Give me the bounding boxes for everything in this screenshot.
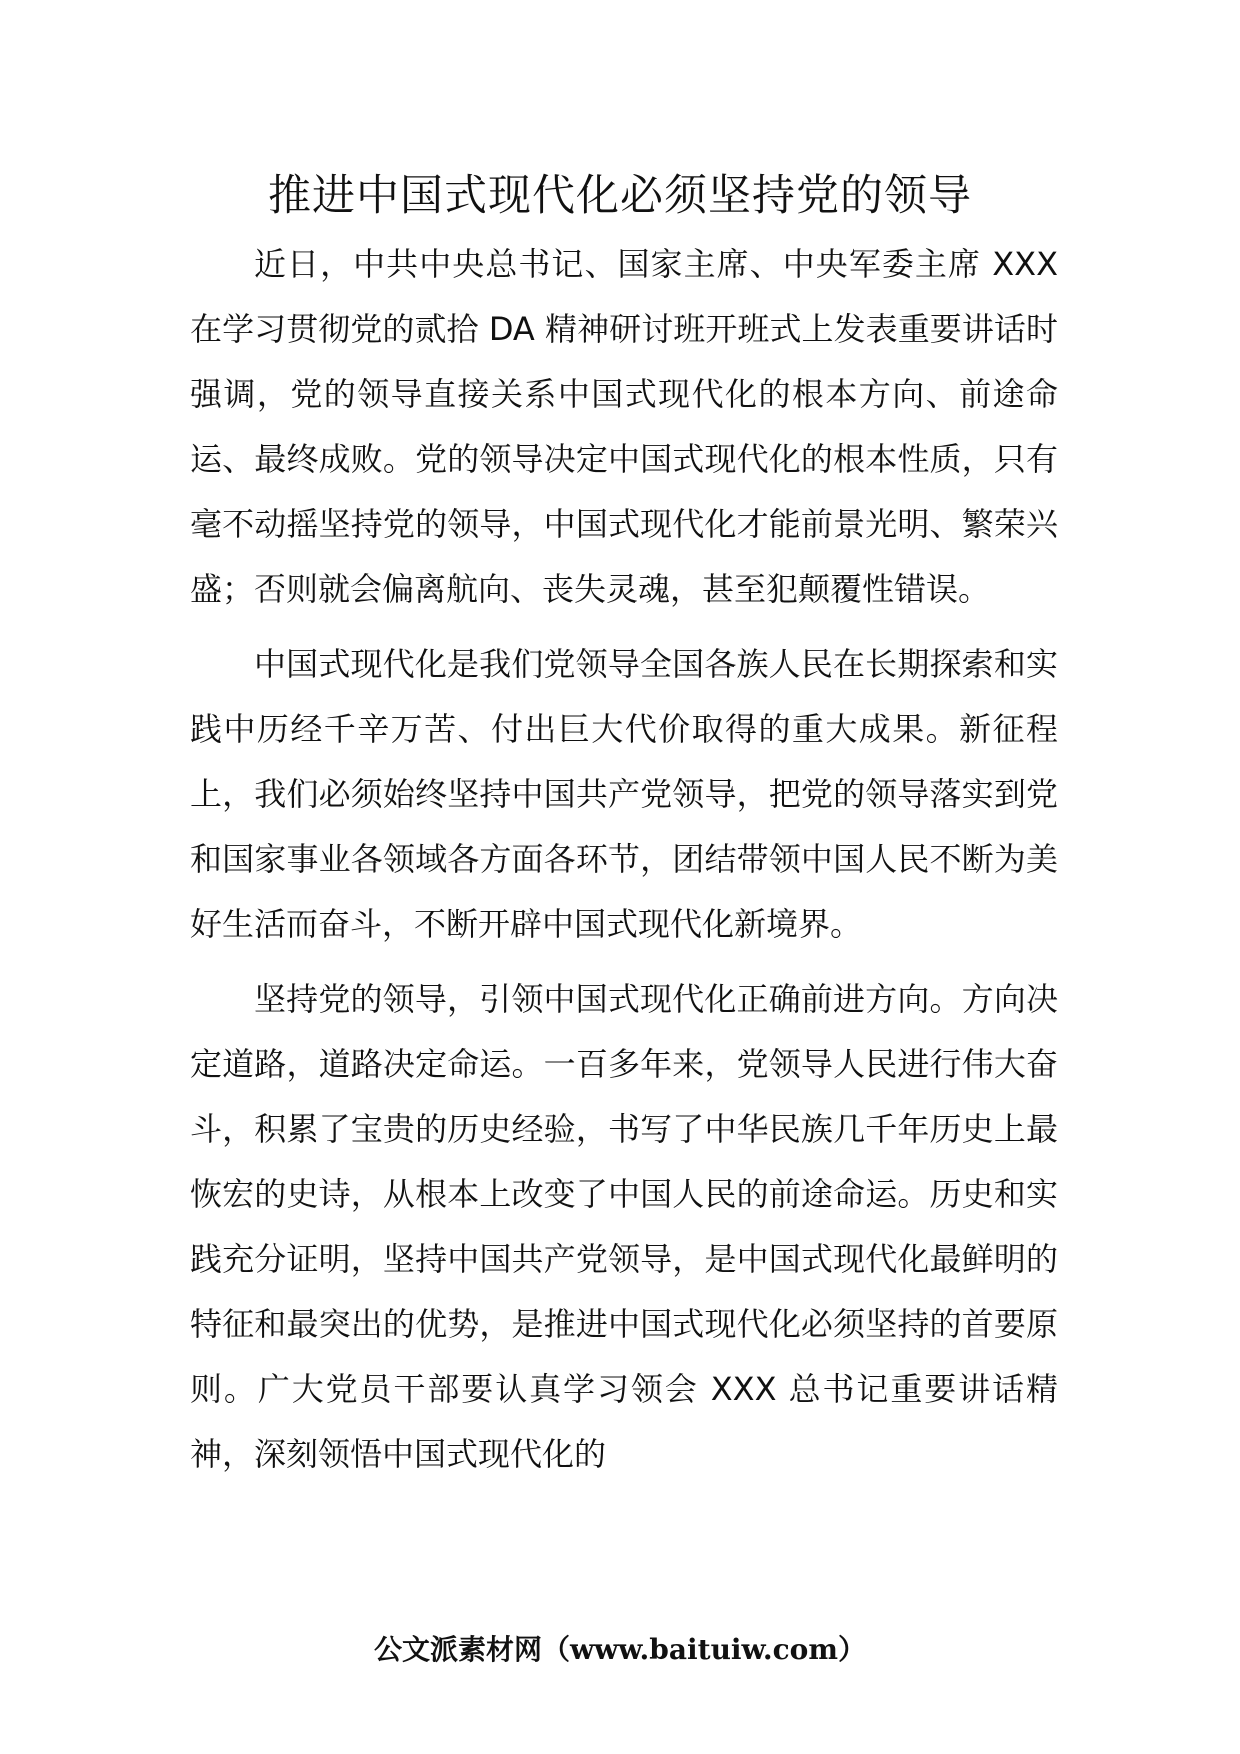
source-footer: 公文派素材网（www.baituiw.com） xyxy=(374,1633,866,1666)
body-paragraph-3: 坚持党的领导，引领中国式现代化正确前进方向。方向决定道路，道路决定命运。一百多年来，党领导人民进行伟大奋斗，积累了宝贵的历史经验，书写了中华民族几千年历史上最恢宏的史诗，从根本上改变了中国人民的前途命运。历史和实践充分证明，坚持中国共产党领导，是中国式现代化最鲜明的特征和最突出的优势，是推进中国式现代化必须坚持的首要原则。广大党员干部要认真学习领会 XXX 总书记重要讲话精神，深刻领悟中国式现代化的 xyxy=(190,980,1058,1473)
body-paragraph-1: 近日，中共中央总书记、国家主席、中央军委主席 XXX 在学习贯彻党的贰拾 DA 精神研讨班开班式上发表重要讲话时强调，党的领导直接关系中国式现代化的根本方向、前途命运、最终成败。党的领导决定中国式现代化的根本性质，只有毫不动摇坚持党的领导，中国式现代化才能前景光明、繁荣兴盛；否则就会偏离航向、丧失灵魂，甚至犯颠覆性错误。 xyxy=(190,245,1058,608)
document-body xyxy=(190,232,1058,1497)
document-title: 推进中国式现代化必须坚持党的领导 xyxy=(268,171,972,221)
body-paragraph-2: 中国式现代化是我们党领导全国各族人民在长期探索和实践中历经千辛万苦、付出巨大代价取得的重大成果。新征程上，我们必须始终坚持中国共产党领导，把党的领导落实到党和国家事业各领域各方面各环节，团结带领中国人民不断为美好生活而奋斗，不断开辟中国式现代化新境界。 xyxy=(190,645,1058,943)
